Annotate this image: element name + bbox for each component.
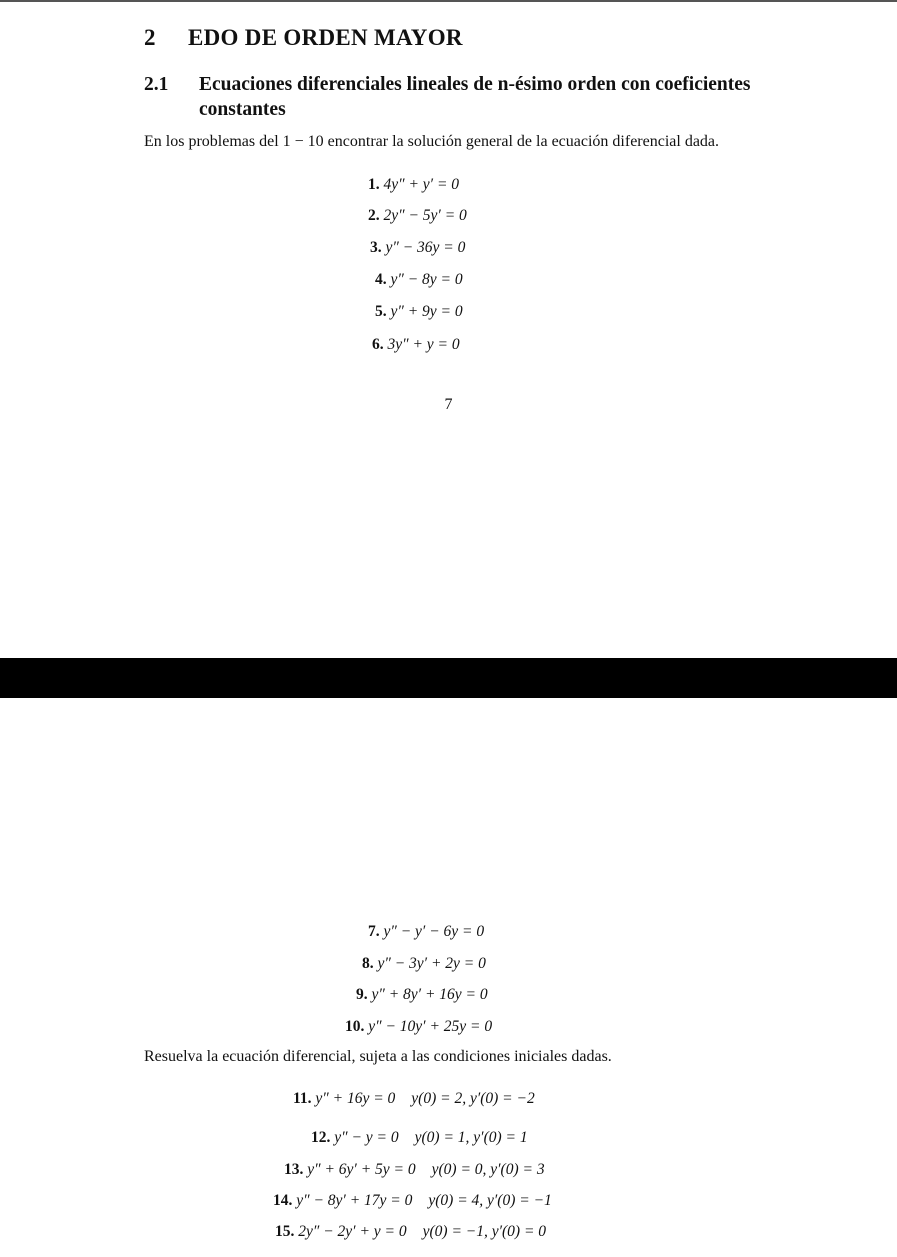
problem-number: 15. bbox=[275, 1223, 295, 1240]
page-number: 7 bbox=[444, 396, 453, 413]
problem-number: 7. bbox=[368, 923, 380, 940]
problem-2 bbox=[368, 207, 467, 225]
problem-14 bbox=[273, 1192, 552, 1210]
problem-equation: y″ − y′ − 6y = 0 bbox=[383, 923, 485, 940]
problem-13 bbox=[284, 1161, 545, 1179]
section-heading bbox=[144, 25, 463, 51]
problem-1 bbox=[368, 176, 459, 194]
problem-equation: y″ + 8y′ + 16y = 0 bbox=[371, 986, 488, 1003]
problem-15 bbox=[275, 1223, 546, 1241]
problem-number: 2. bbox=[368, 207, 380, 224]
problem-equation: y″ − 8y = 0 bbox=[390, 271, 463, 288]
problem-number: 11. bbox=[293, 1090, 312, 1107]
problem-7 bbox=[368, 923, 484, 941]
initial-conditions: y(0) = −1, y′(0) = 0 bbox=[422, 1223, 547, 1240]
problem-number: 5. bbox=[375, 303, 387, 320]
page-separator bbox=[0, 658, 897, 698]
problem-equation: y″ + 9y = 0 bbox=[390, 303, 463, 320]
page-8 bbox=[0, 698, 897, 1257]
problem-number: 10. bbox=[345, 1018, 365, 1035]
subsection-number: 2.1 bbox=[144, 74, 169, 95]
problem-number: 3. bbox=[370, 239, 382, 256]
problem-3 bbox=[370, 239, 465, 257]
initial-value-intro: Resuelva la ecuación diferencial, sujeta a las condiciones iniciales dadas. bbox=[144, 1048, 612, 1065]
problem-10 bbox=[345, 1018, 492, 1036]
problem-8 bbox=[362, 955, 486, 973]
initial-conditions: y(0) = 2, y′(0) = −2 bbox=[411, 1090, 535, 1107]
problem-9 bbox=[356, 986, 488, 1004]
problem-equation: 4y″ + y′ = 0 bbox=[383, 176, 460, 193]
problem-number: 8. bbox=[362, 955, 374, 972]
problem-number: 1. bbox=[368, 176, 380, 193]
problem-number: 12. bbox=[311, 1129, 331, 1146]
problem-number: 13. bbox=[284, 1161, 304, 1178]
problem-number: 6. bbox=[372, 336, 384, 353]
problem-equation: y″ − 3y′ + 2y = 0 bbox=[377, 955, 486, 972]
problem-equation: y″ − 36y = 0 bbox=[385, 239, 466, 256]
initial-conditions: y(0) = 0, y′(0) = 3 bbox=[431, 1161, 545, 1178]
problem-5 bbox=[375, 303, 463, 321]
problem-equation: 3y″ + y = 0 bbox=[387, 336, 460, 353]
problem-6 bbox=[372, 336, 460, 354]
problem-number: 9. bbox=[356, 986, 368, 1003]
intro-paragraph: En los problemas del 1 − 10 encontrar la solución general de la ecuación diferencial dada. bbox=[144, 133, 720, 150]
problem-equation: 2y″ − 2y′ + y = 0 bbox=[298, 1223, 407, 1240]
subsection-title: Ecuaciones diferenciales lineales de n-ésimo orden con coeficientes constantes bbox=[199, 74, 751, 120]
section-title: EDO DE ORDEN MAYOR bbox=[188, 25, 463, 50]
problem-equation: y″ + 16y = 0 bbox=[315, 1090, 396, 1107]
problem-number: 4. bbox=[375, 271, 387, 288]
problem-11 bbox=[293, 1090, 535, 1108]
section-number: 2 bbox=[144, 25, 156, 50]
problem-equation: 2y″ − 5y′ = 0 bbox=[383, 207, 467, 224]
initial-conditions: y(0) = 1, y′(0) = 1 bbox=[414, 1129, 528, 1146]
initial-conditions: y(0) = 4, y′(0) = −1 bbox=[428, 1192, 552, 1209]
problem-equation: y″ + 6y′ + 5y = 0 bbox=[307, 1161, 416, 1178]
problem-number: 14. bbox=[273, 1192, 293, 1209]
problem-equation: y″ − 10y′ + 25y = 0 bbox=[368, 1018, 493, 1035]
problem-4 bbox=[375, 271, 463, 289]
problem-12 bbox=[311, 1129, 528, 1147]
problem-equation: y″ − y = 0 bbox=[334, 1129, 399, 1146]
problem-equation: y″ − 8y′ + 17y = 0 bbox=[296, 1192, 413, 1209]
